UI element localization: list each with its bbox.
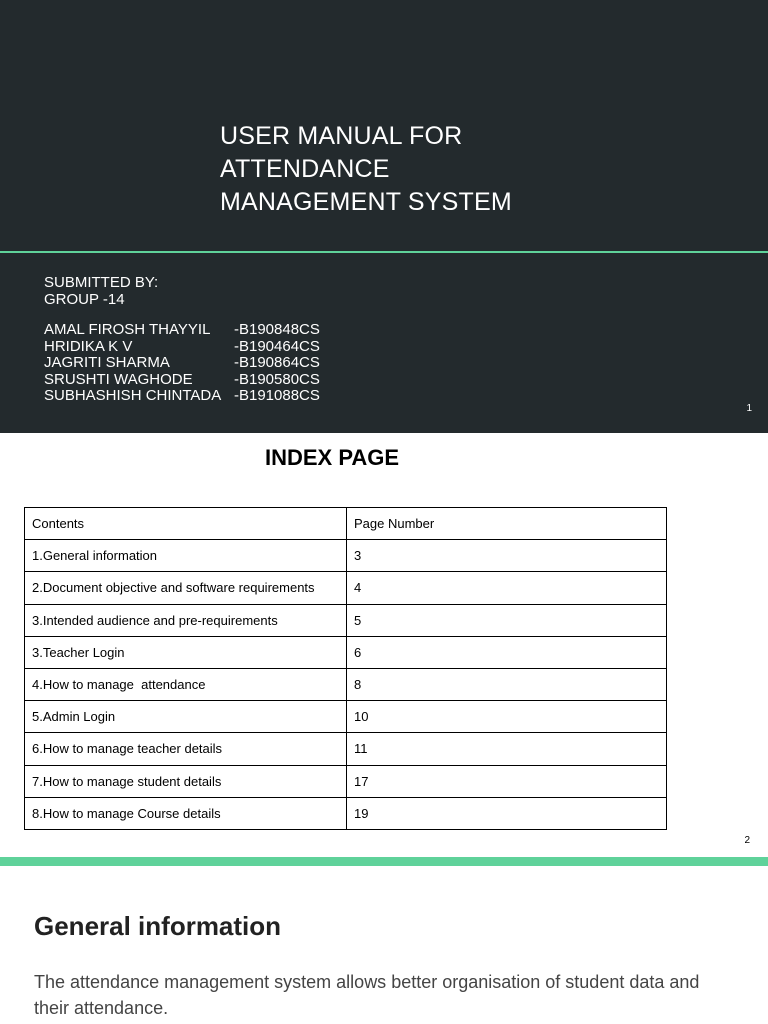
- contents-cell: 3.Teacher Login: [25, 636, 347, 668]
- contents-cell: 6.How to manage teacher details: [25, 733, 347, 765]
- member-roll: -B190864CS: [234, 354, 320, 371]
- page-number-cell: 8: [347, 668, 667, 700]
- index-table: [24, 507, 667, 830]
- member-name: JAGRITI SHARMA: [44, 354, 170, 371]
- member-roll: -B191088CS: [234, 387, 320, 404]
- section-title: General information: [34, 911, 282, 941]
- contents-cell: 7.How to manage student details: [25, 765, 347, 797]
- page-number-cell: 19: [347, 797, 667, 829]
- table-row: [25, 636, 667, 668]
- table-row: [25, 668, 667, 700]
- submitted-by-label: SUBMITTED BY:: [44, 274, 159, 291]
- member-name: AMAL FIROSH THAYYIL: [44, 321, 211, 338]
- page-number-cell: 17: [347, 765, 667, 797]
- contents-cell: 3.Intended audience and pre-requirements: [25, 604, 347, 636]
- member-roll: -B190580CS: [234, 370, 320, 388]
- title-line: MANAGEMENT SYSTEM: [220, 188, 512, 216]
- member-row: [44, 355, 320, 372]
- header-cell-contents: Contents: [25, 508, 347, 540]
- member-roll: -B190848CS: [234, 321, 320, 338]
- member-name: HRIDIKA K V: [44, 337, 133, 355]
- slide-number: 2: [744, 835, 750, 846]
- slide-header-band: [0, 857, 768, 866]
- table-header-row: [25, 508, 667, 540]
- contents-cell: 5.Admin Login: [25, 701, 347, 733]
- contents-cell: 8.How to manage Course details: [25, 797, 347, 829]
- table-row: [25, 733, 667, 765]
- group-label: GROUP -14: [44, 290, 125, 308]
- member-row: [44, 388, 320, 405]
- general-info-slide: [0, 866, 768, 1024]
- member-row: [44, 339, 320, 356]
- contents-cell: 2.Document objective and software requirements: [25, 572, 347, 604]
- contents-cell: 4.How to manage attendance: [25, 668, 347, 700]
- header-cell-page-number: Page Number: [347, 508, 667, 540]
- title-line: ATTENDANCE: [220, 155, 390, 183]
- member-list: [44, 322, 320, 405]
- section-text: The attendance management system allows better organisation of student data and their attendance.: [34, 972, 700, 1018]
- index-title: INDEX PAGE: [264, 445, 400, 470]
- table-row: [25, 572, 667, 604]
- manual-title: [220, 120, 512, 219]
- table-row: [25, 540, 667, 572]
- table-row: [25, 604, 667, 636]
- index-slide: [0, 433, 768, 857]
- page-number-cell: 11: [347, 733, 667, 765]
- page-number-cell: 10: [347, 701, 667, 733]
- title-line: USER MANUAL FOR: [220, 122, 463, 150]
- accent-divider: [0, 251, 768, 253]
- table-row: [25, 701, 667, 733]
- submission-info: [44, 275, 158, 308]
- slide-number: 1: [746, 403, 752, 414]
- page-number-cell: 4: [347, 572, 667, 604]
- member-name: SRUSHTI WAGHODE: [44, 370, 193, 388]
- member-name: SUBHASHISH CHINTADA: [44, 387, 222, 404]
- member-row: [44, 322, 320, 339]
- table-row: [25, 765, 667, 797]
- title-slide: [0, 0, 768, 433]
- contents-cell: 1.General information: [25, 540, 347, 572]
- page-number-cell: 3: [347, 540, 667, 572]
- page-number-cell: 5: [347, 604, 667, 636]
- member-row: [44, 372, 320, 389]
- page-number-cell: 6: [347, 636, 667, 668]
- member-roll: -B190464CS: [234, 337, 320, 355]
- table-row: [25, 797, 667, 829]
